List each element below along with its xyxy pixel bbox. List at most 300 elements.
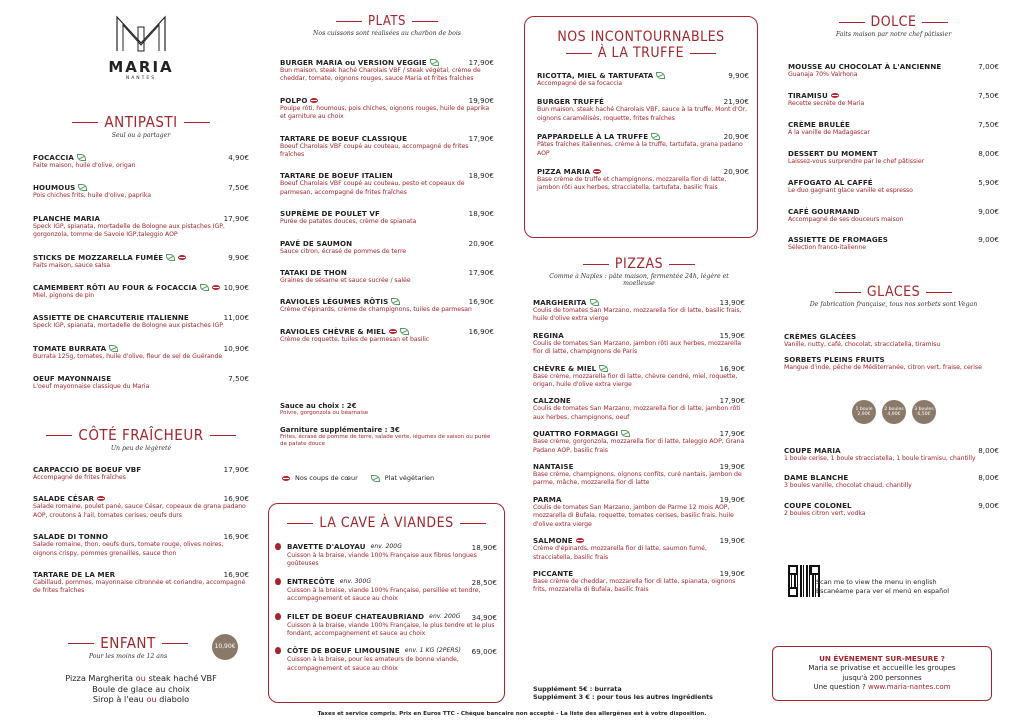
menu-item	[533, 331, 745, 357]
event-text	[773, 664, 991, 693]
menu-item-name	[788, 149, 878, 158]
menu-item-desc: Laissez-vous surprendre par le chef pâtissier	[788, 157, 925, 165]
menu-item-header	[788, 207, 999, 216]
menu-item-name-text: POLPO	[280, 95, 308, 105]
pizzas-list	[533, 298, 745, 602]
menu-item-name-text: SALADE DI TONNO	[33, 532, 109, 542]
menu-item	[533, 569, 745, 595]
antipasti-title: ANTIPASTI	[33, 113, 249, 131]
menu-item-price: 16,90€	[223, 532, 249, 542]
menu-item-desc: Graines de sésame et sauce sucrée / salée	[280, 277, 411, 285]
menu-item-desc: Burrata 125g, tomates, huile d'olive, fleur de sel de Guérande	[33, 352, 223, 360]
plats-title: PLATS	[280, 14, 494, 29]
menu-item	[533, 536, 745, 562]
menu-item	[280, 327, 494, 344]
pizzas-title: PIZZAS	[533, 256, 745, 272]
cave-item-name	[275, 542, 402, 551]
garniture-desc: Frites, écrasé de pomme de terre, salade verte, légumes de saison ou purée de patate douce	[280, 434, 491, 447]
menu-item	[784, 446, 999, 463]
menu-item-name-text: TATAKI DE THON	[280, 268, 347, 278]
menu-item-name-text: TIRAMISU	[788, 90, 828, 100]
scoop-label: 1 boule	[855, 407, 873, 412]
menu-item-price: 21,90€	[723, 97, 749, 107]
menu-item-header	[33, 344, 249, 353]
enfant-line-a: Boule de glace au choix	[92, 683, 190, 694]
cave-item-name-text: CÔTE DE BOEUF LIMOUSINE	[287, 646, 400, 656]
menu-item	[33, 253, 249, 270]
menu-item	[533, 364, 745, 390]
leaf-icon	[109, 345, 118, 352]
cave-item-price: 69,00€	[471, 647, 497, 657]
menu-item-price: 17,90€	[468, 58, 494, 67]
menu-item-price: 20,90€	[723, 132, 749, 142]
enfant-line-b: steak haché VBF	[145, 673, 217, 683]
supplement-burrata: Supplément 5€ : burrata	[533, 685, 622, 693]
menu-item-price: 16,90€	[223, 494, 249, 504]
menu-item-header	[533, 331, 745, 340]
menu-item-header	[537, 132, 749, 141]
menu-item-price: 19,90€	[719, 536, 745, 546]
menu-item-header	[533, 569, 745, 578]
menu-item-name	[533, 364, 608, 373]
event-box	[772, 646, 992, 701]
menu-item-price: 11,00€	[223, 313, 249, 323]
menu-item-header	[33, 313, 249, 322]
menu-item-price: 18,90€	[468, 171, 494, 181]
menu-item-header	[788, 120, 999, 129]
menu-item-desc: Base crème de cheddar, mozzarella fior di latte, spianata, oignons frits, mozzarella di Bufala, basilic frais	[533, 577, 736, 594]
menu-item-desc: Accompagné de sa focaccia	[537, 80, 622, 87]
menu-item-name	[280, 209, 380, 218]
menu-item-desc: Bun maison, steak haché Charolais VBF / steak végétal, crème de cheddar, tomate, oignons rouges, sauce Maria et frites fraîches	[280, 67, 481, 83]
lips-icon	[576, 538, 584, 543]
menu-item-name-text: QUATTRO FORMAGGI	[533, 429, 619, 439]
cave-item-weight: env. 200G	[370, 543, 402, 550]
menu-item-name	[33, 313, 189, 322]
menu-item-desc: Cabillaud, pommes, mayonnaise citronnée et coriandre, accompagné de frites fraîches	[33, 579, 246, 595]
sorbets-desc: Mangue d'inde, pêche de Méditerranée, citron vert, fraise, cerise	[784, 364, 982, 372]
menu-item-name	[280, 134, 407, 143]
cow-icon	[275, 647, 281, 654]
scoop-label: 3 boules	[914, 407, 934, 412]
menu-item-name	[33, 183, 87, 192]
sorbets-title: SORBETS PLEINS FRUITS	[784, 355, 885, 365]
menu-item-header	[533, 298, 745, 307]
menu-item-price: 20,90€	[468, 238, 494, 248]
enfant-line-a: Pizza Margherita	[65, 673, 136, 683]
garniture-block	[280, 426, 494, 448]
event-website-link[interactable]: www.maria-nantes.com	[867, 683, 951, 691]
menu-item-name	[533, 298, 599, 307]
lips-icon	[593, 169, 601, 174]
menu-item-name-text: ASSIETTE DE FROMAGES	[788, 235, 888, 245]
menu-item-name-text: COUPE MARIA	[784, 446, 841, 455]
menu-item-price: 9,00€	[978, 206, 999, 216]
menu-item-name-text: AFFOGATO AL CAFFÉ	[788, 177, 873, 187]
menu-item	[788, 178, 999, 195]
pizzas-subtitle: Comme à Naples : pâte maison, fermentée 24h, légère et moelleuse	[549, 273, 729, 287]
menu-item-price: 15,90€	[719, 330, 745, 340]
menu-item-desc: 1 boule cerise, 1 boule stracciatella, 1 boule tiramisu, chantilly	[784, 455, 976, 462]
cave-item-name	[275, 646, 461, 655]
cow-icon	[275, 578, 281, 585]
enfant-line-or: ou	[146, 694, 157, 704]
cave-list	[275, 542, 497, 681]
menu-item-desc: Coulis de tomates San Marzano, mozzarella fior di latte, jambon rôti aux herbes, champignons, oeuf	[533, 405, 741, 421]
menu-item-desc: Boeuf Charolais VBF coupé au couteau, pesto et copeaux de parmesan, accompagné de frites fraîches	[280, 180, 465, 196]
cave-item-name-text: ENTRECÔTE	[287, 576, 335, 586]
menu-item-header	[533, 429, 745, 438]
event-title: UN ÉVÈNEMENT SUR-MESURE ?	[819, 654, 945, 663]
enfant-line-a: Sirop à l'eau	[92, 694, 147, 704]
cave-item-desc: Cuisson à la braise, viande 100% Française, persillée et tendre, accompagnement et sauce au choix	[287, 586, 481, 603]
fraicheur-title: CÔTÉ FRAÎCHEUR	[33, 426, 249, 444]
menu-item-name-text: PICCANTE	[533, 568, 574, 578]
cave-item-weight: env. 200G	[429, 612, 461, 620]
menu-item-desc: Salade romaine, poulet pané, sauce César, copeaux de grana padano AOP, croutons à l'ail, tomates cerises, oeufs durs	[33, 503, 246, 519]
menu-item-header	[537, 167, 749, 176]
menu-item-name-text: CAMEMBERT RÔTI AU FOUR & FOCACCIA	[33, 283, 197, 293]
menu-item-name	[537, 167, 601, 176]
event-line3: Une question ? www.maria-nantes.com	[813, 683, 951, 691]
menu-item-price: 9,90€	[728, 71, 749, 80]
menu-item-header	[533, 462, 745, 471]
menu-item-name-text: NANTAISE	[533, 462, 574, 472]
menu-item-price: 10,90€	[223, 343, 249, 353]
truffe-title-2: À LA TRUFFE	[525, 45, 757, 61]
brand-city: NANTES	[125, 76, 157, 81]
menu-item-name	[533, 462, 574, 471]
menu-item-header	[33, 253, 249, 262]
menu-item-name	[533, 536, 584, 545]
logo-mark-icon	[113, 13, 169, 53]
menu-item-name-text: COUPE COLONEL	[784, 500, 852, 510]
menu-item	[280, 239, 494, 256]
qr-line-es: Escanéame para ver el menú en español	[816, 587, 950, 595]
menu-item-desc: Accompagné de frites fraîches	[33, 474, 126, 481]
menu-item-name-text: BURGER TRUFFÉ	[537, 97, 605, 107]
menu-item	[280, 268, 494, 285]
enfant-lines	[33, 673, 249, 705]
menu-item	[537, 97, 749, 123]
qr-line-en: Scan me to view the menu in english	[816, 578, 937, 586]
menu-item	[33, 344, 249, 361]
sauce-desc: Poivre, gorgonzola ou béarnaise	[280, 410, 369, 416]
enfant-title: ENFANT	[53, 634, 203, 652]
cave-item-desc: Cuisson à la braise, viande 100% Française aux fibres longues goûteuses	[287, 552, 477, 568]
qr-text	[816, 578, 996, 596]
menu-item-name	[33, 253, 186, 262]
menu-item	[33, 374, 249, 391]
supplement-other: Supplément 3 € : pour tous les autres ingrédients	[533, 692, 713, 701]
menu-item-name	[33, 570, 115, 579]
cave-item	[275, 612, 497, 639]
menu-item-desc: Crème d'épinards, crème de champignons, tuiles de parmesan	[280, 306, 472, 314]
menu-item	[280, 58, 494, 84]
leaf-icon	[77, 154, 86, 161]
leaf-icon	[651, 133, 660, 140]
menu-item-desc: Coulis de tomates San Marzano, jambon de Parme 12 mois AOP, mozzarella di Bufala, roquette, tomates cerises, basilic frais, huile d'olive extra vierge	[533, 503, 734, 528]
scoop-price: 6,50€	[917, 412, 931, 418]
menu-item-desc: Coulis de tomates San Marzano, jambon rôti aux herbes, mozzarella fior di latte, champignons de Paris	[533, 339, 742, 356]
cave-title: LA CAVE À VIANDES	[269, 515, 504, 531]
menu-item-header	[784, 473, 999, 482]
menu-item-header	[533, 495, 745, 504]
menu-item-price: 10,90€	[223, 283, 249, 293]
glaces-subtitle: De fabrication française, tous nos sorbets sont Vegan	[809, 301, 978, 308]
menu-item-price: 16,90€	[468, 326, 494, 336]
menu-item-name-text: CHÈVRE & MIEL	[533, 363, 597, 373]
cave-item-name	[275, 577, 371, 586]
menu-item-price: 20,90€	[723, 167, 749, 177]
menu-item-name-text: FOCACCIA	[33, 153, 74, 162]
menu-item-price: 7,50€	[228, 183, 249, 193]
menu-item-header	[33, 532, 249, 541]
menu-item	[33, 465, 249, 482]
menu-item-desc: Faite maison, huile d'olive, origan	[33, 162, 136, 169]
glaces-title: GLACES	[788, 284, 999, 300]
cow-icon	[275, 613, 281, 620]
menu-item-name	[537, 132, 660, 141]
menu-item-name	[537, 71, 665, 80]
menu-item-name	[33, 214, 100, 223]
antipasti-list	[33, 153, 249, 405]
menu-item-desc: Recette secrète de Maria	[788, 99, 865, 107]
menu-item	[33, 570, 249, 596]
menu-item-name-text: TARTARE DE BOEUF ITALIEN	[280, 171, 393, 181]
cave-item-header	[275, 646, 497, 656]
legend	[282, 474, 434, 482]
menu-item-desc: Boeuf Charolais VBF coupé au couteau, accompagné de frites fraîches	[280, 142, 469, 159]
menu-item-desc: Coulis de tomates San Marzano, mozzarella fior di latte, basilic frais, huile d'olive extra vierge	[533, 307, 742, 323]
menu-item-header	[33, 374, 249, 383]
menu-item-desc: Miel, pignons de pin	[33, 292, 95, 300]
menu-item	[788, 62, 999, 79]
menu-item-name	[33, 344, 118, 353]
menu-item-desc: Poulpe rôti, houmous, pois chiches, oignons rouges, huile de paprika et garniture au choix	[280, 104, 490, 121]
menu-item-price: 9,90€	[228, 252, 249, 262]
lips-icon	[97, 496, 105, 501]
menu-item-header	[33, 283, 249, 292]
menu-item-header	[788, 178, 999, 187]
dolce-list	[788, 62, 999, 264]
menu-item-name	[784, 473, 848, 482]
leaf-icon	[656, 72, 665, 79]
coupes-list	[784, 446, 999, 528]
menu-item-name-text: REGINA	[533, 330, 564, 340]
menu-item-price: 18,90€	[468, 209, 494, 219]
menu-item-price: 17,90€	[719, 429, 745, 439]
sauce-block	[280, 402, 494, 416]
menu-item-header	[788, 149, 999, 158]
menu-item-name	[533, 495, 562, 504]
menu-item-name-text: SALMONE	[533, 536, 573, 546]
leaf-icon	[166, 254, 175, 261]
menu-item-header	[33, 214, 249, 223]
menu-item	[533, 495, 745, 529]
menu-item-desc: Base crème, champignons, oignons confits, curé nantais, jambon de parme, mâche, mozzarella fior di latte	[533, 471, 742, 487]
menu-item-desc: 2 boules citron vert, vodka	[784, 509, 866, 517]
menu-item-desc: Bun maison, steak haché Charolais VBF, sauce à la truffe, Mont d'Or, oignons caramélisés, roquette, frites fraîches	[537, 106, 748, 122]
menu-item-header	[537, 71, 749, 80]
lips-icon	[389, 329, 397, 334]
leaf-icon	[400, 328, 409, 335]
event-line2: jusqu'à 200 personnes	[842, 673, 922, 682]
leaf-icon	[590, 299, 599, 306]
scoop-label: 2 boules	[884, 407, 904, 412]
leaf-icon	[371, 475, 380, 482]
menu-item-name-text: SUPRÊME DE POULET VF	[280, 209, 380, 219]
cave-item-price: 28,50€	[471, 577, 497, 587]
menu-item-header	[788, 62, 999, 71]
menu-item-desc: Sélection franco-italienne	[788, 244, 866, 252]
menu-item-price: 17,90€	[468, 133, 494, 143]
dolce-title: DOLCE	[788, 14, 999, 30]
lips-icon	[831, 93, 839, 98]
menu-item-desc: À la vanille de Madagascar	[788, 128, 870, 136]
menu-item-price: 16,90€	[719, 363, 745, 373]
menu-item	[784, 501, 999, 518]
cave-item	[275, 646, 497, 673]
menu-item-name-text: MOUSSE AU CHOCOLAT À L'ANCIENNE	[788, 62, 942, 71]
menu-item-price: 9,00€	[978, 235, 999, 245]
menu-item	[33, 153, 249, 170]
leaf-icon	[391, 298, 400, 305]
truffe-title-1: NOS INCONTOURNABLES	[557, 29, 725, 45]
menu-item-name	[533, 429, 630, 438]
menu-item-price: 16,90€	[468, 297, 494, 307]
menu-item-header	[280, 327, 494, 336]
menu-item-name-text: DESSERT DU MOMENT	[788, 148, 878, 158]
scoop-price-badge	[912, 400, 936, 424]
menu-item-desc: Crème de roquette, tuiles de parmesan et basilic	[280, 335, 430, 343]
menu-item-header	[533, 364, 745, 373]
menu-item-desc: Speck IGP, spianata, mortadelle de Bologne aux pistaches IGP, gorgonzola, tomme de Savoie IGP,taleggio AOP	[33, 222, 225, 239]
legend-leaf: Plat végétarien	[384, 474, 435, 482]
menu-item-desc: Base crème, mozzarella fior di latte, chèvre cendré, miel, roquette, origan, huile d'olive extra vierge	[533, 372, 738, 389]
lips-icon	[212, 285, 220, 290]
menu-item-name-text: PLANCHE MARIA	[33, 213, 101, 223]
sauce-label: Sauce au choix : 2€	[280, 402, 357, 410]
cave-item-header	[275, 577, 497, 587]
lips-icon	[310, 98, 318, 103]
menu-item-desc: Crème d'épinards, mozzarella fior di latte, saumon fumé, stracciatella, basilic frais	[533, 545, 707, 561]
menu-item-name	[784, 446, 841, 455]
menu-item-desc: Speck IGP, spianata, mortadelle de Bologne aux pistaches IGP	[33, 322, 223, 330]
scoop-price: 2,90€	[857, 412, 871, 418]
enfant-line	[33, 694, 249, 705]
cave-item	[275, 577, 497, 604]
enfant-line-or: ou	[135, 673, 146, 683]
enfant-subtitle: Pour les moins de 12 ans	[88, 653, 168, 660]
menu-item-name	[280, 268, 347, 277]
menu-item-name-text: CAFÉ GOURMAND	[788, 206, 860, 216]
menu-item-desc: Guanaja 70% Valrhona	[788, 71, 858, 78]
cave-item-weight: env. 1 KG (2PERS)	[404, 647, 461, 655]
cave-box	[268, 503, 505, 703]
cave-item	[275, 542, 497, 569]
menu-item	[537, 167, 749, 193]
leaf-icon	[200, 284, 209, 291]
enfant-line	[33, 684, 249, 695]
plats-subtitle: Nos cuissons sont réalisées au charbon de bois	[313, 30, 461, 37]
menu-item	[788, 120, 999, 137]
menu-item	[280, 209, 494, 226]
menu-item-desc: Pâtes fraîches italiennes, crème à la truffe, tartufata, grana padano AOP	[537, 141, 743, 157]
menu-item-price: 7,50€	[228, 374, 249, 384]
menu-item-price: 17,90€	[468, 268, 494, 278]
menu-item-name	[784, 501, 852, 510]
menu-item-header	[784, 446, 999, 455]
menu-item-header	[784, 501, 999, 510]
scoop-price-badge	[882, 400, 906, 424]
menu-item-price: 8,00€	[978, 473, 999, 483]
dolce-subtitle: Faits maison par notre chef pâtissier	[835, 31, 952, 38]
menu-item-name	[280, 96, 318, 105]
menu-item-name	[280, 58, 439, 67]
enfant-line-b: diabolo	[156, 694, 190, 704]
menu-item-name	[788, 91, 839, 100]
menu-item	[280, 96, 494, 122]
menu-item-header	[788, 91, 999, 100]
antipasti-subtitle: Seul ou à partager	[111, 132, 171, 139]
cave-item-price: 34,90€	[471, 612, 497, 622]
menu-item-name-text: CALZONE	[533, 396, 571, 406]
truffe-list	[537, 71, 749, 202]
menu-item-price: 7,50€	[978, 90, 999, 100]
menu-item-name	[788, 207, 860, 216]
menu-item-name-text: RICOTTA, MIEL & TARTUFATA	[537, 71, 654, 80]
menu-item	[280, 171, 494, 197]
menu-item-desc: Base crème de truffe et champignons, mozzarella fior di latte, jambon rôti aux herbes, stracciatella, tartufata, basilic frais	[537, 176, 727, 192]
menu-item-desc: Base crème, gorgonzola, mozzarella fior di latte, taleggio AOP, Grana Padano AOP, basilic frais	[533, 438, 745, 454]
menu-item-name	[280, 239, 352, 248]
garniture-label: Garniture supplémentaire : 3€	[280, 426, 400, 434]
menu-item-price: 7,00€	[978, 62, 999, 71]
menu-item-price: 9,00€	[978, 500, 999, 510]
menu-item-name-text: PARMA	[533, 494, 562, 504]
menu-item-name-text: PIZZA MARIA	[537, 167, 591, 177]
menu-item-header	[280, 239, 494, 248]
cave-item-name-text: FILET DE BOEUF CHATEAUBRIAND	[287, 611, 425, 621]
menu-item-name-text: BURGER MARIA ou VERSION VEGGIE	[280, 58, 427, 67]
menu-item-name-text: SALADE CÉSAR	[33, 494, 95, 504]
menu-item	[33, 283, 249, 300]
lips-icon	[282, 476, 290, 481]
glaces-block	[784, 332, 984, 373]
menu-item-header	[33, 183, 249, 192]
menu-item-header	[533, 536, 745, 545]
menu-item-name	[788, 62, 941, 71]
menu-item-name-text: PAVÉ DE SAUMON	[280, 238, 353, 248]
menu-item-desc: Sauce citron, écrasé de pommes de terre	[280, 247, 407, 255]
leaf-icon	[621, 430, 630, 437]
menu-item-name	[788, 120, 850, 129]
menu-item-price: 13,90€	[719, 298, 745, 307]
fraicheur-subtitle: Un peu de légèreté	[110, 445, 172, 452]
menu-item-name	[33, 283, 220, 292]
leaf-icon	[78, 184, 87, 191]
menu-item-price: 5,90€	[978, 177, 999, 187]
menu-item-name	[788, 178, 873, 187]
menu-item-header	[33, 153, 249, 162]
menu-item-desc: Salade romaine, thon, oeufs durs, tomate rouge, olives noires, oignons crispy, pommes grenailles, sauce thon	[33, 541, 224, 557]
menu-item-price: 8,00€	[978, 446, 999, 455]
cave-item-name	[275, 612, 461, 621]
menu-item-name	[533, 569, 573, 578]
menu-item	[537, 71, 749, 88]
menu-item-name	[33, 153, 86, 162]
